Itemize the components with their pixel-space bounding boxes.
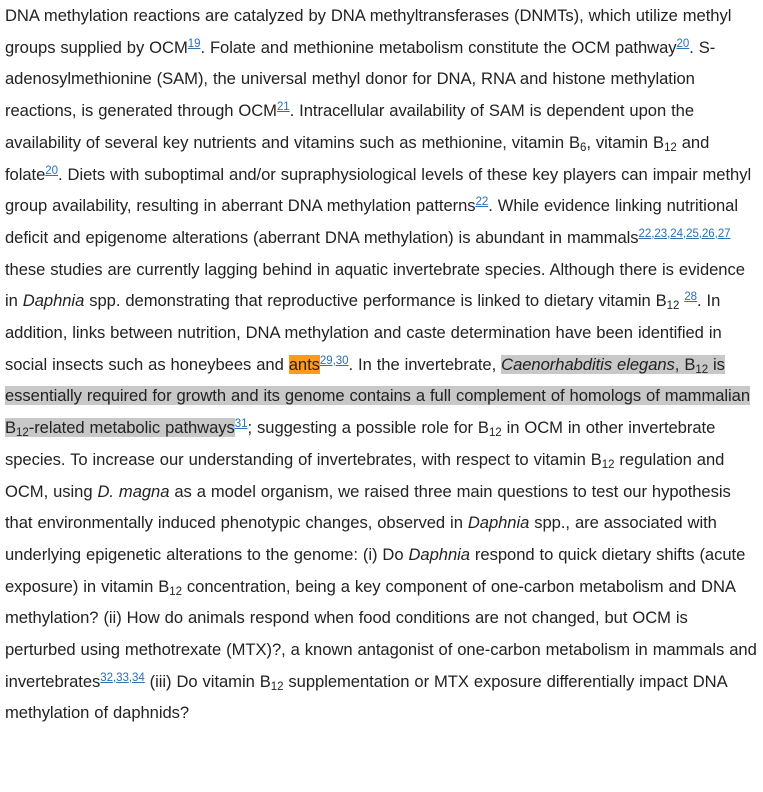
- citation-separator: ,: [698, 227, 702, 240]
- subscript: 12: [601, 458, 615, 471]
- citation-link[interactable]: 24: [670, 227, 683, 240]
- text: these studies are currently lagging behind in aquatic invertebrate species. Although there is evidence in: [5, 259, 745, 311]
- species-name: Daphnia: [408, 544, 470, 564]
- citation-link[interactable]: 20: [45, 164, 58, 177]
- text: (iii) Do vitamin B: [144, 671, 271, 691]
- citation-link[interactable]: 29: [319, 354, 333, 367]
- text: . While evidence linking nutritional deficit and epigenome alterations (aberrant DNA methylation) is abundant in mammals: [5, 196, 738, 247]
- text: regulation and OCM, using: [5, 449, 725, 501]
- text: . Diets with suboptimal and/or supraphysiological levels of these key players can impair methyl group availability, resulting in aberrant DNA methylation patterns: [5, 164, 752, 216]
- species-name: Daphnia: [467, 513, 530, 533]
- text: respond to quick dietary shifts (acute exposure) in vitamin B: [5, 544, 746, 596]
- text: spp. demonstrating that reproductive performance is linked to dietary vitamin B: [84, 291, 667, 311]
- text: supplementation or MTX exposure differentially impact DNA methylation of daphnids?: [5, 671, 727, 723]
- citation-link[interactable]: 22: [638, 227, 652, 240]
- article-paragraph: [5, 0, 757, 729]
- citation-link[interactable]: 32: [100, 671, 113, 684]
- citation-separator: ,: [667, 227, 671, 240]
- subscript: 6: [580, 141, 587, 154]
- text: , B: [674, 354, 696, 374]
- text: is essentially required for growth and its genome contains a full complement of homologs of mammalian B: [5, 354, 751, 438]
- search-highlight: ants: [288, 354, 320, 374]
- species-name: D. magna: [97, 481, 170, 501]
- text: and folate: [5, 132, 710, 184]
- citation-separator: ,: [682, 227, 687, 240]
- text: . In the invertebrate,: [348, 354, 502, 374]
- subscript: 12: [664, 141, 677, 154]
- citation-separator: ,: [651, 227, 655, 240]
- species-name: Daphnia: [22, 291, 85, 311]
- citation-link[interactable]: 31: [234, 418, 248, 431]
- citation-separator: ,: [332, 354, 336, 367]
- text: . S-adenosylmethionine (SAM), the universal methyl donor for DNA, RNA and histone methylation reactions, is generated through OCM: [5, 37, 716, 121]
- subscript: 12: [169, 585, 182, 598]
- subscript: 12: [488, 427, 502, 440]
- citation-link[interactable]: 30: [335, 354, 349, 367]
- citation-link[interactable]: 23: [654, 227, 668, 240]
- text: ; suggesting a possible role for B: [247, 418, 489, 438]
- citation-link[interactable]: 34: [132, 671, 145, 684]
- citation-link[interactable]: 27: [717, 227, 731, 240]
- text: concentration, being a key component of one-carbon metabolism and DNA methylation? (ii) How do animals respond when food conditions are not changed, but OCM is perturbed using methotrexate (MTX)?, a known antagonist of one-carbon metabolism in mammals and invertebrates: [5, 576, 757, 691]
- text: . In addition, links between nutrition, DNA methylation and caste determination have been identified in social insects such as honeybees and: [5, 291, 722, 374]
- subscript: 12: [270, 680, 284, 693]
- text: as a model organism, we raised three main questions to test our hypothesis that environmentally induced phenotypic changes, observed in: [5, 481, 731, 533]
- subscript: 12: [666, 300, 680, 313]
- text: spp., are associated with underlying epigenetic alterations to the genome: (i) Do: [5, 513, 717, 564]
- citation-link[interactable]: 19: [187, 37, 201, 50]
- text: in OCM in other invertebrate species. To increase our understanding of invertebrates, with respect to vitamin B: [5, 418, 716, 469]
- text: -related metabolic pathways: [28, 418, 235, 438]
- citation-link[interactable]: 22: [475, 196, 489, 209]
- text: . Folate and methionine metabolism constitute the OCM pathway: [200, 37, 677, 57]
- citation-separator: ,: [112, 671, 117, 684]
- citation-link[interactable]: 21: [276, 101, 290, 114]
- citation-link[interactable]: 20: [676, 37, 690, 50]
- text: . Intracellular availability of SAM is dependent upon the availability of several key nutrients and vitamins such as methionine, vitamin B: [5, 101, 695, 152]
- citation-link[interactable]: 28: [684, 291, 698, 304]
- citation-separator: ,: [128, 671, 132, 684]
- text: , vitamin B: [586, 132, 665, 152]
- subscript: 12: [695, 363, 709, 376]
- citation-link[interactable]: 26: [701, 227, 715, 240]
- text: DNA methylation reactions are catalyzed by DNA methyltransferases (DNMTs), which utilize methyl groups supplied by OCM: [5, 6, 732, 57]
- citation-separator: ,: [714, 227, 718, 240]
- citation-link[interactable]: 25: [686, 227, 699, 240]
- citation-link[interactable]: 33: [116, 671, 129, 684]
- species-name: Caenorhabditis elegans: [501, 354, 675, 374]
- subscript: 12: [16, 427, 29, 440]
